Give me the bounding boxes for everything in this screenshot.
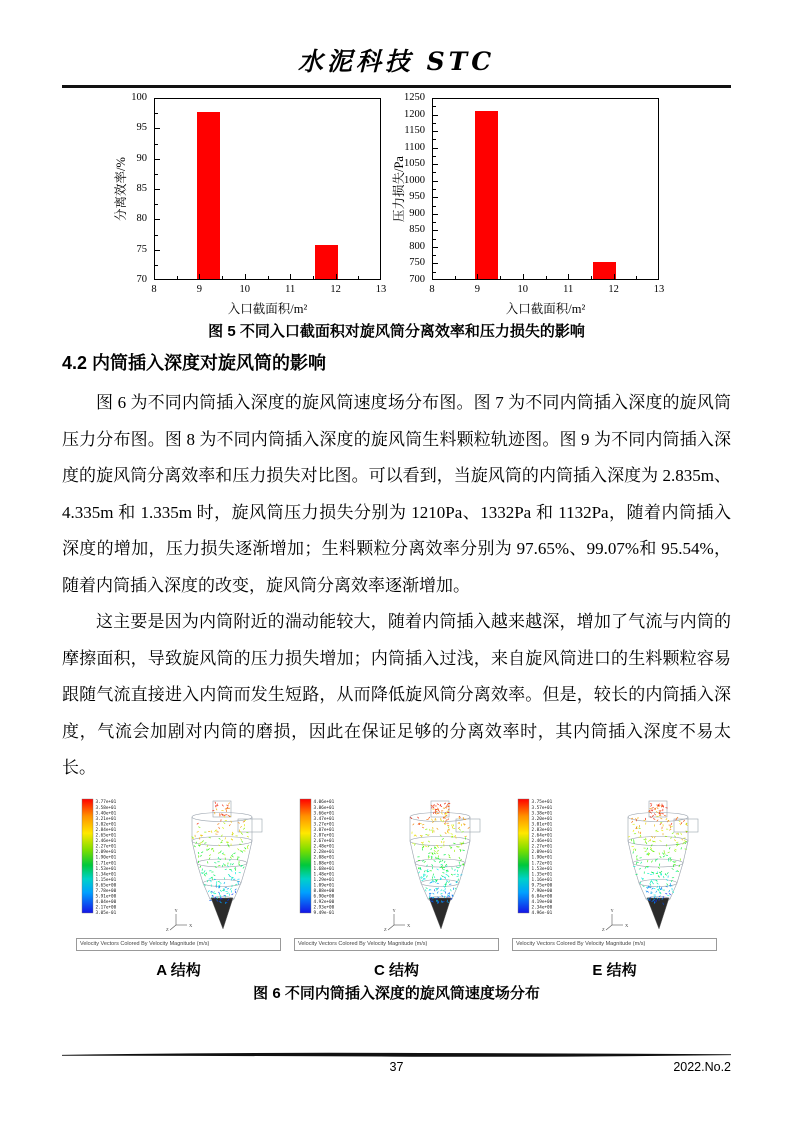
svg-text:Y: Y [392, 907, 396, 913]
svg-text:1.90e+01: 1.90e+01 [531, 855, 553, 861]
svg-text:1.53e+01: 1.53e+01 [95, 866, 117, 872]
svg-text:3.01e+01: 3.01e+01 [531, 821, 553, 827]
svg-text:2.93e+00: 2.93e+00 [313, 905, 335, 911]
svg-text:3.47e+01: 3.47e+01 [313, 816, 335, 822]
cfd-caption-bar-a: Velocity Vectors Colored By Velocity Magnitude (m/s) [76, 938, 281, 951]
cfd-image-e [512, 795, 717, 931]
bar [315, 245, 338, 279]
svg-text:2.87e+01: 2.87e+01 [313, 833, 335, 838]
x-axis-label: 入口截面积/m² [505, 302, 586, 316]
svg-text:7.78e+00: 7.78e+00 [95, 888, 117, 894]
cfd-image-a [76, 795, 281, 931]
svg-text:2.34e+00: 2.34e+00 [531, 905, 553, 911]
cfd-caption-bar-c: Velocity Vectors Colored By Velocity Magnitude (m/s) [294, 938, 499, 951]
bar [593, 262, 616, 279]
svg-text:1.16e+01: 1.16e+01 [531, 877, 553, 883]
footer-rule [62, 1051, 731, 1060]
svg-text:3.77e+01: 3.77e+01 [95, 799, 117, 805]
paragraph-1: 图 6 为不同内筒插入深度的旋风筒速度场分布图。图 7 为不同内筒插入深度的旋风筒压力分布图。图 8 为不同内筒插入深度的旋风筒生料颗粒轨迹图。图 9 为不同内筒插入深度的旋风筒分离效率和压力损失对比图。可以看到，当旋风筒的内筒插入深度为 2.835m、4.335m 和 1.335m 时，旋风筒压力损失分别为 1210Pa、1332Pa 和 1132Pa，随着内筒插入深度的增加，压力损失逐渐增加；生料颗粒分离效率分别为 97.65%、99.07%和 95.54%，随着内筒插入深度的改变，旋风筒分离效率逐渐增加。 [62, 393, 731, 595]
dust-cone [429, 898, 451, 929]
svg-text:Y: Y [174, 907, 178, 913]
svg-text:X: X [625, 922, 629, 928]
journal-title: 水泥科技 STC [297, 47, 496, 76]
svg-text:1.90e+01: 1.90e+01 [95, 855, 117, 861]
svg-text:3.07e+01: 3.07e+01 [313, 827, 335, 833]
svg-text:2.64e+01: 2.64e+01 [531, 833, 553, 838]
svg-text:2.67e+01: 2.67e+01 [313, 838, 335, 844]
svg-text:6.90e+00: 6.90e+00 [313, 894, 335, 900]
svg-text:2.84e+01: 2.84e+01 [95, 827, 117, 833]
y-axis-label: 压力损失/Pa [392, 156, 406, 222]
svg-text:9.49e-01: 9.49e-01 [313, 910, 335, 916]
cfd-image-c [294, 795, 499, 931]
svg-text:7.90e+00: 7.90e+00 [531, 888, 553, 894]
header-rule [62, 85, 731, 88]
svg-text:2.28e+01: 2.28e+01 [313, 849, 335, 855]
svg-text:4.19e+00: 4.19e+00 [531, 899, 553, 905]
svg-text:2.83e+01: 2.83e+01 [531, 827, 553, 833]
svg-text:4.96e-01: 4.96e-01 [531, 910, 553, 916]
axis-triad-icon [388, 914, 405, 930]
cyclone-outline [628, 801, 698, 902]
svg-text:2.09e+01: 2.09e+01 [95, 849, 117, 855]
svg-text:Z: Z [602, 926, 605, 931]
svg-text:3.58e+01: 3.58e+01 [95, 805, 117, 811]
svg-text:4.06e+01: 4.06e+01 [313, 799, 335, 805]
svg-text:1.29e+01: 1.29e+01 [313, 877, 335, 883]
x-axis-label: 入口截面积/m² [227, 302, 308, 316]
cyclone-outline [192, 801, 262, 902]
efficiency-bar-chart: 70 75 80 85 90 95 100 8 9 10 11 12 13 分离效率/% 入口截面积/m² [106, 90, 382, 316]
svg-text:1.09e+01: 1.09e+01 [313, 882, 335, 888]
svg-text:1.48e+01: 1.48e+01 [313, 871, 335, 877]
svg-text:1.72e+01: 1.72e+01 [531, 860, 553, 866]
velocity-colorbar [518, 799, 529, 913]
svg-text:3.27e+01: 3.27e+01 [313, 821, 335, 827]
svg-text:3.66e+01: 3.66e+01 [313, 810, 335, 816]
svg-text:2.48e+01: 2.48e+01 [313, 844, 335, 850]
svg-text:Z: Z [384, 926, 387, 931]
svg-text:2.17e+00: 2.17e+00 [95, 905, 117, 911]
velocity-colorbar [300, 799, 311, 913]
svg-text:3.02e+01: 3.02e+01 [95, 821, 117, 827]
cfd-panel-a [76, 795, 281, 980]
figure5-caption: 图 5 不同入口截面积对旋风筒分离效率和压力损失的影响 [208, 323, 585, 340]
svg-text:6.04e+00: 6.04e+00 [531, 894, 553, 900]
svg-text:Y: Y [610, 907, 614, 913]
cfd-caption-bar-e: Velocity Vectors Colored By Velocity Magnitude (m/s) [512, 938, 717, 951]
svg-text:2.08e+01: 2.08e+01 [313, 855, 335, 861]
bar [197, 112, 220, 279]
section-heading: 4.2 内筒插入深度对旋风筒的影响 [62, 353, 327, 373]
svg-text:3.86e+01: 3.86e+01 [313, 805, 335, 811]
paragraph-2: 这主要是因为内筒附近的湍动能较大，随着内筒插入越来越深，增加了气流与内筒的摩擦面积，导致旋风筒的压力损失增加；内筒插入过浅，来自旋风筒进口的生料颗粒容易跟随气流直接进入内筒而发生短路，从而降低旋风筒分离效率。但是，较长的内筒插入深度，气流会加剧对内筒的磨损，因此在保证足够的分离效率时，其内筒插入深度不易太长。 [62, 612, 731, 777]
svg-text:4.04e+00: 4.04e+00 [95, 899, 117, 905]
svg-text:1.88e+01: 1.88e+01 [313, 860, 335, 866]
svg-text:3.21e+01: 3.21e+01 [95, 816, 117, 822]
svg-text:9.75e+00: 9.75e+00 [531, 882, 553, 888]
svg-text:3.20e+01: 3.20e+01 [531, 816, 553, 822]
figure5-charts [62, 90, 731, 318]
svg-text:2.65e+01: 2.65e+01 [95, 833, 117, 838]
svg-text:1.35e+01: 1.35e+01 [531, 871, 553, 877]
svg-text:X: X [189, 922, 193, 928]
axis-triad-icon [606, 914, 623, 930]
svg-text:1.71e+01: 1.71e+01 [95, 860, 117, 866]
y-axis-label: 分离效率/% [114, 157, 128, 221]
svg-text:3.40e+01: 3.40e+01 [95, 810, 117, 816]
svg-text:2.09e+01: 2.09e+01 [531, 849, 553, 855]
svg-text:2.27e+01: 2.27e+01 [95, 844, 117, 850]
svg-text:9.65e+00: 9.65e+00 [95, 882, 117, 888]
structure-label-e: E 结构 [592, 961, 637, 979]
pressure-loss-bar-chart: 700 750 800 850 900 950 1000 1050 1100 1150 1200 1250 8 9 10 11 12 13 压力损失/Pa 入口截面积/m² [384, 90, 660, 316]
dust-cone [647, 898, 669, 929]
svg-text:2.46e+01: 2.46e+01 [531, 838, 553, 844]
figure6-caption: 图 6 不同内筒插入深度的旋风筒速度场分布 [253, 984, 540, 1002]
svg-text:1.15e+01: 1.15e+01 [95, 877, 117, 883]
svg-text:X: X [407, 922, 411, 928]
structure-label-a: A 结构 [156, 961, 201, 979]
svg-text:2.46e+01: 2.46e+01 [95, 838, 117, 844]
svg-text:1.53e+01: 1.53e+01 [531, 866, 553, 872]
svg-text:Z: Z [166, 926, 169, 931]
cfd-panel-c [294, 795, 499, 980]
svg-text:3.57e+01: 3.57e+01 [531, 805, 553, 811]
cfd-panel-e [512, 795, 717, 980]
bar [475, 111, 498, 279]
issue-number: 2022.No.2 [673, 1060, 731, 1074]
svg-text:2.27e+01: 2.27e+01 [531, 844, 553, 850]
svg-text:5.91e+00: 5.91e+00 [95, 894, 117, 900]
page-number: 37 [389, 1060, 404, 1074]
svg-text:3.75e+01: 3.75e+01 [531, 799, 553, 805]
svg-text:8.88e+00: 8.88e+00 [313, 888, 335, 894]
structure-label-c: C 结构 [373, 961, 419, 979]
page-content [62, 90, 731, 1005]
axis-triad-icon [170, 914, 187, 930]
velocity-colorbar [82, 799, 93, 913]
dust-cone [211, 898, 233, 929]
svg-text:1.34e+01: 1.34e+01 [95, 871, 117, 877]
svg-text:3.38e+01: 3.38e+01 [531, 810, 553, 816]
svg-text:1.68e+01: 1.68e+01 [313, 866, 335, 872]
figure6-panels [62, 795, 731, 980]
svg-text:3.05e-01: 3.05e-01 [95, 910, 117, 916]
svg-text:4.92e+00: 4.92e+00 [313, 899, 335, 905]
